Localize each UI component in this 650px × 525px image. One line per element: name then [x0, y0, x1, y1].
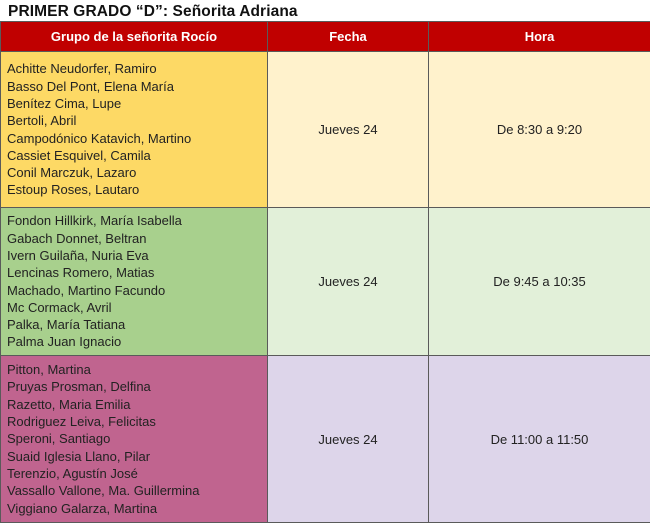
student-name: Pitton, Martina: [7, 362, 91, 378]
group-2-time-cell: De 9:45 a 10:35: [429, 208, 650, 356]
student-name: Benítez Cima, Lupe: [7, 95, 122, 111]
student-name: Terenzio, Agustín José: [7, 465, 138, 481]
student-name: Campodónico Katavich, Martino: [7, 130, 192, 146]
group-row-1: [1, 52, 650, 208]
group-row-3: [1, 356, 650, 523]
student-name: Suaid Iglesia Llano, Pilar: [7, 448, 151, 464]
group-1-date-cell: Jueves 24: [268, 52, 429, 208]
header-row: [1, 22, 650, 52]
student-name: Pruyas Prosman, Delfina: [7, 379, 151, 395]
time-column-header: Hora: [429, 22, 650, 52]
student-list: [7, 361, 261, 517]
group-column-header: Grupo de la señorita Rocío: [1, 22, 268, 52]
student-name: Basso Del Pont, Elena María: [7, 78, 174, 94]
student-name: Razetto, Maria Emilia: [7, 396, 131, 412]
student-name: Mc Cormack, Avril: [7, 299, 112, 315]
student-name: Viggiano Galarza, Martina: [7, 500, 158, 516]
student-name: Palka, María Tatiana: [7, 317, 126, 333]
group-2-names-cell: [1, 208, 268, 356]
date-column-header: Fecha: [268, 22, 429, 52]
student-name: Palma Juan Ignacio: [7, 334, 122, 350]
schedule-table: [0, 21, 650, 523]
student-name: Gabach Donnet, Beltran: [7, 230, 147, 246]
student-name: Speroni, Santiago: [7, 431, 111, 447]
student-name: Ivern Guilaña, Nuria Eva: [7, 247, 149, 263]
group-1-time-cell: De 8:30 a 9:20: [429, 52, 650, 208]
student-name: Estoup Roses, Lautaro: [7, 182, 140, 198]
group-3-time-cell: De 11:00 a 11:50: [429, 356, 650, 523]
student-name: Vassallo Vallone, Ma. Guillermina: [7, 483, 200, 499]
group-3-names-cell: [1, 356, 268, 523]
group-3-date-cell: Jueves 24: [268, 356, 429, 523]
student-name: Fondon Hillkirk, María Isabella: [7, 213, 182, 229]
student-name: Conil Marczuk, Lazaro: [7, 165, 137, 181]
group-2-date-cell: Jueves 24: [268, 208, 429, 356]
student-name: Machado, Martino Facundo: [7, 282, 166, 298]
student-list: [7, 60, 261, 198]
student-list: [7, 212, 261, 350]
group-row-2: [1, 208, 650, 356]
student-name: Lencinas Romero, Matias: [7, 265, 155, 281]
page-title: PRIMER GRADO “D”: Señorita Adriana: [8, 3, 298, 20]
student-name: Achitte Neudorfer, Ramiro: [7, 61, 157, 77]
student-name: Rodriguez Leiva, Felicitas: [7, 414, 156, 430]
student-name: Bertoli, Abril: [7, 113, 77, 129]
student-name: Cassiet Esquivel, Camila: [7, 147, 151, 163]
group-1-names-cell: [1, 52, 268, 208]
